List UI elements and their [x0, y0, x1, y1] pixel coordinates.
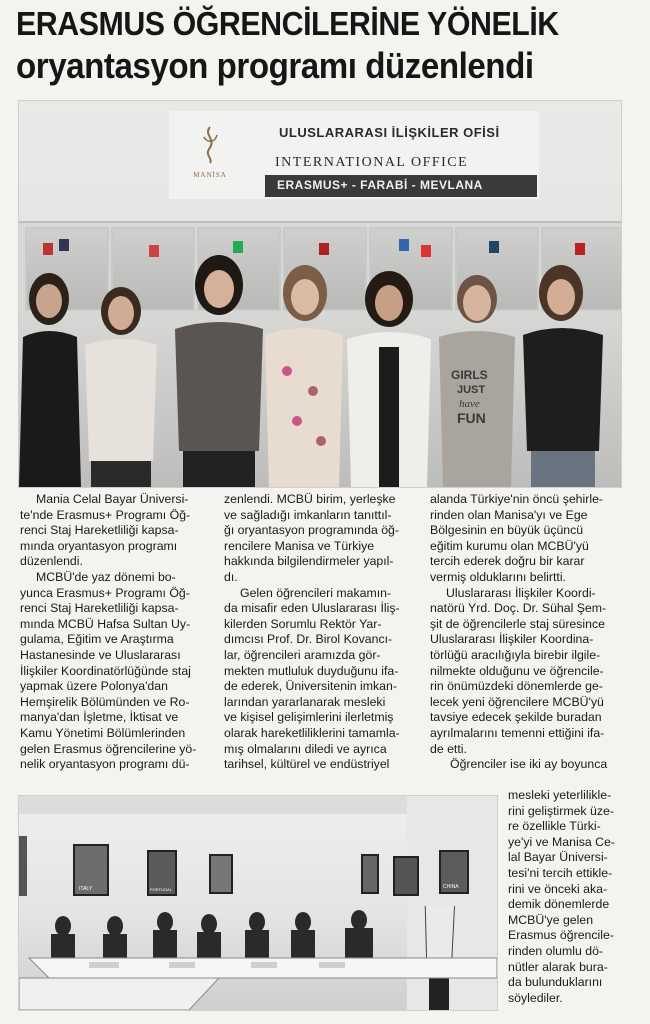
poster: [393, 856, 419, 896]
text-line: nütler alarak bura-: [508, 959, 608, 974]
headline: [16, 4, 636, 88]
text-line: yapmak üzere Polonya'dan: [20, 679, 168, 694]
text-line: olarak hareketliliklerini tamamla-: [224, 725, 400, 740]
text-line: ye'yi ve Manisa Ce-: [508, 834, 615, 849]
text-line: şit de öğrencilerle staj süresince: [430, 616, 605, 631]
text-line: İlişkiler Koordinatörlüğünde staj: [20, 663, 191, 678]
text-line: lal Bayar Üniversi-: [508, 850, 608, 865]
poster: [209, 854, 233, 894]
text-line: lar, öğrencileri aramızda gör-: [224, 647, 381, 662]
paragraph: [430, 757, 622, 773]
text-line: söylediler.: [508, 990, 563, 1005]
text-line: Erasmus öğrencile-: [508, 928, 614, 943]
text-line: Gelen öğrencileri makamın-: [240, 585, 392, 600]
poster-portugal: PORTUGAL: [147, 850, 177, 896]
text-line: demik dönemlerde: [508, 897, 610, 912]
text-line: natörü Yrd. Doç. Dr. Sühal Şem-: [430, 601, 607, 616]
paragraph: [20, 492, 208, 570]
text-line: renci Staj Hareketliliği kapsa-: [20, 601, 179, 616]
text-line: Hastanesinde ve Uluslararası: [20, 647, 181, 662]
student-figure: [169, 251, 269, 487]
text-line: nilmekte olduğunu ve öğrencile-: [430, 663, 604, 678]
text-line: Hemşirelik Bölümünden ve Ro-: [20, 694, 190, 709]
poster: [361, 854, 379, 894]
text-line: de etti.: [430, 741, 467, 756]
sign-bar: [265, 175, 537, 197]
text-line: te'nde Erasmus+ Programı Öğ-: [20, 507, 191, 522]
text-line: Uluslararası İlişkiler Koordina-: [430, 632, 594, 647]
svg-text:FUN: FUN: [457, 410, 486, 426]
student-figure: [339, 267, 439, 487]
text-line: kilerden Sorumlu Rektör Yar-: [224, 616, 382, 631]
headline-line2: oryantasyon programı düzenlendi: [16, 45, 534, 86]
text-line: da bulunduklarını: [508, 975, 603, 990]
text-line: gulama, Eğitim ve Araştırma: [20, 632, 174, 647]
svg-text:JUST: JUST: [457, 384, 486, 396]
text-line: Öğrenciler ise iki ay boyunca: [450, 757, 608, 772]
text-line: rin önümüzdeki dönemlerde ge-: [430, 679, 603, 694]
text-line: de ederek, Üniversitenin imkan-: [224, 679, 397, 694]
sign-bar-text: ERASMUS+ - FARABİ - MEVLANA: [277, 178, 483, 192]
text-line: yunca Erasmus+ Programı Öğ-: [20, 585, 190, 600]
text-line: mış olmalarını diledi ve ayrıca: [224, 741, 387, 756]
student-figure: [77, 281, 161, 487]
text-line: alanda Türkiye'nin öncü şehirle-: [430, 492, 604, 506]
student-figure: [515, 261, 611, 487]
text-line: MCBÜ'de yaz dönemi bo-: [36, 569, 176, 584]
text-line: mında oryantasyon programı: [20, 538, 178, 553]
text-line: nelik oryantasyon programı dü-: [20, 757, 190, 772]
group-photo: [18, 100, 622, 488]
text-line: rencilere Manisa ve Türkiye: [224, 538, 375, 553]
svg-text:have: have: [459, 398, 480, 410]
text-line: rini ve önceki aka-: [508, 881, 608, 896]
article-column-2: [224, 492, 414, 773]
text-line: ve kişisel gelişimlerini ilerletmiş: [224, 710, 394, 725]
seated-students: [19, 906, 497, 1010]
text-line: Uluslararası İlişkiler Koordi-: [446, 585, 596, 600]
text-line: manya'dan İşletme, İktisat ve: [20, 710, 179, 725]
text-line: ve sağladığı imkanların tanıttıl-: [224, 507, 392, 522]
text-line: vermiş olduklarını belirtti.: [430, 569, 566, 584]
text-line: mında MCBÜ Hafsa Sultan Uy-: [20, 616, 191, 631]
student-figure: [257, 261, 349, 487]
paragraph: [508, 788, 626, 1006]
text-line: dı.: [224, 569, 238, 584]
office-sign: [169, 111, 539, 199]
article-column-3: [430, 492, 622, 773]
text-line: zenlendi. MCBÜ birim, yerleşke: [224, 492, 396, 506]
paragraph: [430, 492, 622, 586]
svg-text:GIRLS: GIRLS: [451, 368, 488, 382]
classroom-photo: [18, 795, 498, 1011]
paragraph: [430, 586, 622, 758]
text-line: Bölgesinin en büyük üçüncü: [430, 523, 584, 538]
text-line: rini geliştirmek üze-: [508, 803, 614, 818]
sign-line2: INTERNATIONAL OFFICE: [275, 155, 469, 170]
text-line: re özellikle Türki-: [508, 819, 601, 834]
text-line: düzenlendi.: [20, 554, 83, 569]
text-line: rinden olumlu dö-: [508, 943, 604, 958]
text-line: dımcısı Prof. Dr. Birol Kovancı-: [224, 632, 393, 647]
text-line: eğitim kurumu olan MCBÜ'yü: [430, 538, 589, 553]
university-logo-text: MANİSA: [193, 171, 227, 179]
text-line: tesi'ni tercih ettikle-: [508, 865, 613, 880]
paragraph: [20, 570, 208, 773]
text-line: renci Staj Hareketliliği kapsa-: [20, 523, 179, 538]
text-line: gelen Erasmus öğrencilerine yö-: [20, 741, 197, 756]
student-figure: [429, 269, 525, 487]
text-line: mesleki yeterlilikle-: [508, 788, 612, 802]
sign-line1: ULUSLARARASI İLİŞKİLER OFİSİ: [279, 125, 500, 140]
text-line: ayrılmalarını temenni ettiğini ifa-: [430, 725, 605, 740]
text-line: larından yararlanarak mesleki: [224, 694, 386, 709]
text-line: Mania Celal Bayar Üniversi-: [36, 492, 189, 506]
headline-line1: ERASMUS ÖĞRENCİLERİNE YÖNELİK: [16, 5, 559, 42]
text-line: lecek yeni öğrencilere MCBÜ'yü: [430, 694, 604, 709]
text-line: törlüğü aracılığıyla birebir ilgile-: [430, 647, 601, 662]
text-line: rinden olan Manisa'yı ve Ege: [430, 507, 588, 522]
article-column-1: [20, 492, 208, 773]
paragraph: [224, 586, 414, 773]
university-logo-icon: [195, 125, 225, 165]
text-line: hakkında bilgilendirmeler yapıl-: [224, 554, 394, 569]
text-line: mekten mutluluk duyduğunu ifa-: [224, 663, 399, 678]
poster-china: CHINA: [439, 850, 469, 894]
poster-italy: ITALY: [73, 844, 109, 896]
text-line: Kamu Yönetimi Bölümlerinden: [20, 725, 186, 740]
text-line: tarihsel, kültürel ve endüstriyel: [224, 757, 390, 772]
text-line: tercih ederek doğru bir karar: [430, 554, 585, 569]
article-column-3-tail: [508, 788, 626, 1006]
text-line: tavsiye edecek şekilde buradan: [430, 710, 602, 725]
text-line: MCBÜ'ye gelen: [508, 912, 594, 927]
text-line: da misafir eden Uluslararası İliş-: [224, 601, 400, 616]
paragraph: [224, 492, 414, 586]
text-line: ğı oryantasyon programında öğ-: [224, 523, 399, 538]
